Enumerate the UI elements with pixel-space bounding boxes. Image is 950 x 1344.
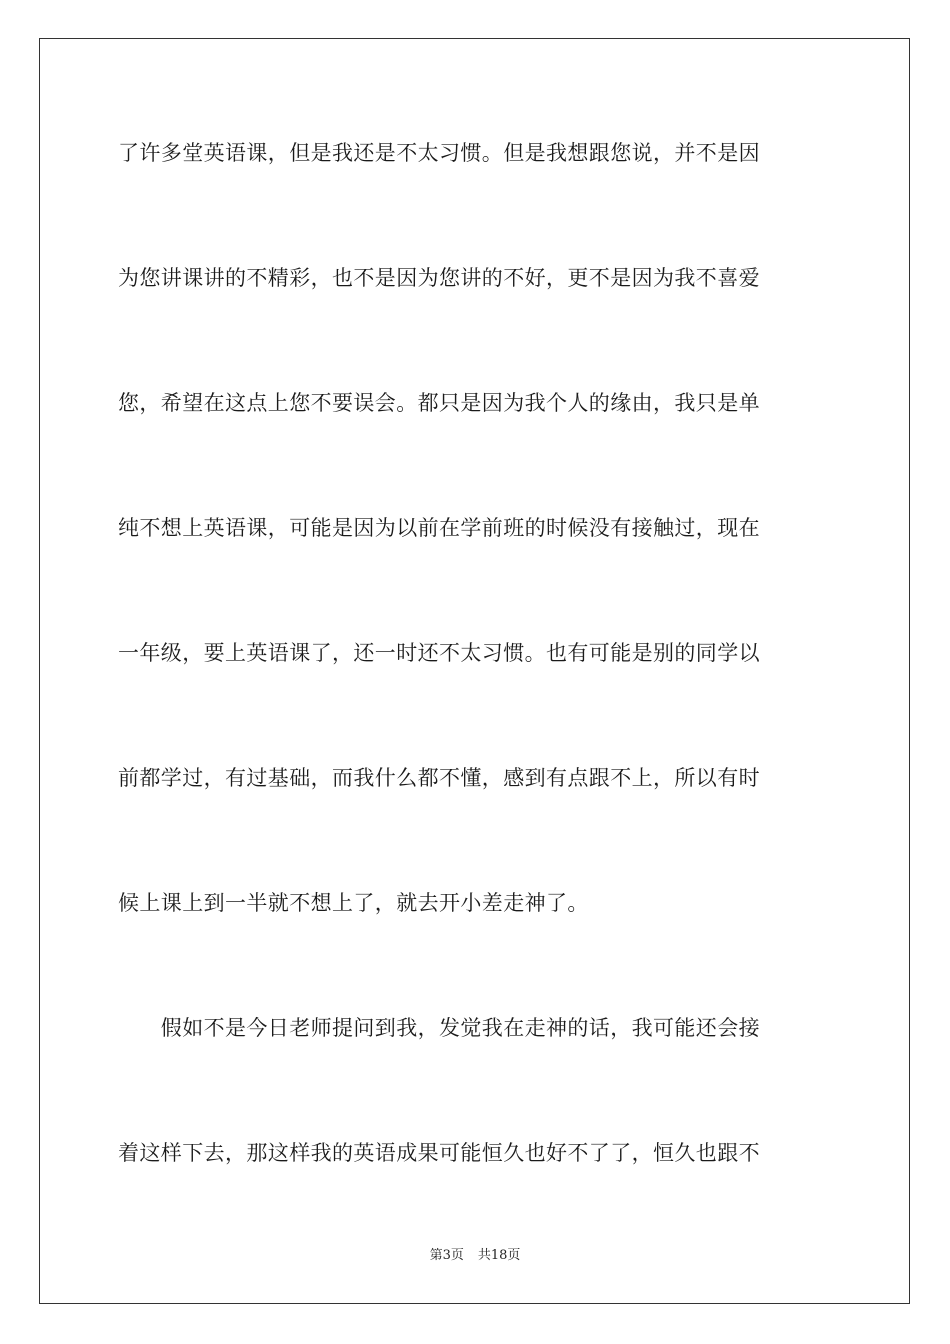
text-line-8: 假如不是今日老师提问到我，发觉我在走神的话，我可能还会接 <box>118 1016 760 1040</box>
text-line-9: 着这样下去，那这样我的英语成果可能恒久也好不了了，恒久也跟不 <box>118 1141 760 1165</box>
text-line-2: 为您讲课讲的不精彩，也不是因为您讲的不好，更不是因为我不喜爱 <box>118 266 760 290</box>
page-footer <box>0 1246 950 1266</box>
document-body <box>118 128 834 1253</box>
text-line-6: 前都学过，有过基础，而我什么都不懂，感到有点跟不上，所以有时 <box>118 766 760 790</box>
text-line-1: 了许多堂英语课，但是我还是不太习惯。但是我想跟您说，并不是因 <box>118 141 760 165</box>
text-line-5: 一年级，要上英语课了，还一时还不太习惯。也有可能是别的同学以 <box>118 641 760 665</box>
text-line-3: 您，希望在这点上您不要误会。都只是因为我个人的缘由，我只是单 <box>118 391 760 415</box>
text-line-4: 纯不想上英语课，可能是因为以前在学前班的时候没有接触过，现在 <box>118 516 760 540</box>
page-number: 第3页 <box>429 1248 464 1263</box>
text-line-7: 候上课上到一半就不想上了，就去开小差走神了。 <box>118 891 589 915</box>
page-total: 共18页 <box>477 1248 521 1263</box>
